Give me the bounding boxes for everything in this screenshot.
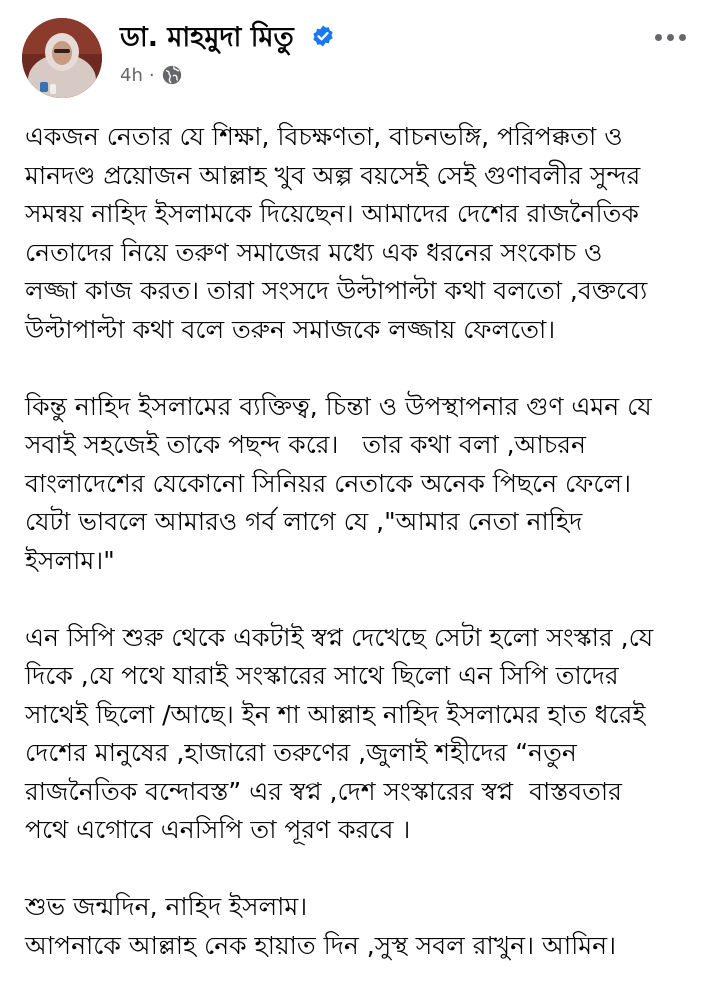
post-text-line: দেশের মানুষের ,হাজারো তরুণের ,জুলাই শহীদের “নতুন <box>25 738 577 767</box>
post-text-line: উল্টাপাল্টা কথা বলে তরুন সমাজকে লজ্জায় ফেলতো। <box>25 314 556 344</box>
globe-icon[interactable] <box>161 64 183 86</box>
avatar[interactable] <box>22 18 102 98</box>
post-paragraph-2 <box>25 388 705 581</box>
post-paragraph-3 <box>25 619 705 850</box>
post-text-line: মানদণ্ড প্রয়োজন আল্লাহ খুব অল্প বয়সেই সেই গুণাবলীর সুন্দর <box>25 160 641 190</box>
post-text-line: শুভ জন্মদিন, নাহিদ ইসলাম। <box>25 892 308 921</box>
post-text-line: সমন্বয় নাহিদ ইসলামকে দিয়েছেন। আমাদের দেশের রাজনৈতিক <box>25 199 639 228</box>
post-text-line: কিন্তু নাহিদ ইসলামের ব্যক্তিত্ব, চিন্তা ও উপস্থাপনার গুণ এমন যে <box>25 391 652 421</box>
post-header <box>22 18 692 100</box>
post-meta <box>120 64 183 86</box>
post-text-line: যেটা ভাবলে আমারও গর্ব লাগে যে ,"আমার নেতা নাহিদ <box>25 507 583 536</box>
post-text-line: রাজনৈতিক বন্দোবস্ত” এর স্বপ্ন ,দেশ সংস্কারের স্বপ্ন বাস্তবতার <box>25 776 622 806</box>
post-text-line: নেতাদের নিয়ে তরুণ সমাজের মধ্যে এক ধরনের সংকোচ ও <box>25 237 603 267</box>
post-text-line: সবাই সহজেই তাকে পছন্দ করে। তার কথা বলা ,আচরন <box>25 430 586 459</box>
post-body <box>25 118 705 1004</box>
post-paragraph-1 <box>25 118 705 349</box>
post-text-line: এন সিপি শুরু থেকে একটাই স্বপ্ন দেখেছে সেটা হলো সংস্কার ,যে <box>25 622 654 652</box>
post-text-line: লজ্জা কাজ করত। তারা সংসদে উল্টাপাল্টা কথা বলতো ,বক্তব্যে <box>25 276 648 305</box>
more-options-icon <box>655 34 662 41</box>
post-paragraph-4 <box>25 888 705 965</box>
author-name[interactable] <box>120 20 335 56</box>
verified-badge-icon <box>311 24 335 48</box>
more-options-button[interactable] <box>648 22 692 52</box>
post-text-line: একজন নেতার যে শিক্ষা, বিচক্ষণতা, বাচনভঙ্গি, পরিপক্কতা ও <box>25 122 623 151</box>
avatar-photo <box>22 18 102 98</box>
post-text-line: দিকে ,যে পথে যারাই সংস্কারের সাথে ছিলো এন সিপি তাদের <box>25 661 619 690</box>
post-timestamp[interactable]: 4h <box>120 64 143 86</box>
post-text-line: সাথেই ছিলো /আছে। ইন শা আল্লাহ নাহিদ ইসলামের হাত ধরেই <box>25 699 646 729</box>
post-text-line: বাংলাদেশের যেকোনো সিনিয়র নেতাকে অনেক পিছনে ফেলে। <box>25 468 632 498</box>
post-text-line: ইসলাম।" <box>25 545 115 575</box>
post-text-line: আপনাকে আল্লাহ নেক হায়াত দিন ,সুস্থ সবল রাখুন। আমিন। <box>25 930 617 960</box>
meta-separator: · <box>148 64 155 86</box>
author-name-text[interactable]: ডা. মাহমুদা মিতু <box>120 22 294 53</box>
post-text-line: পথে এগোবে এনসিপি তা পূরণ করবে । <box>25 815 411 844</box>
